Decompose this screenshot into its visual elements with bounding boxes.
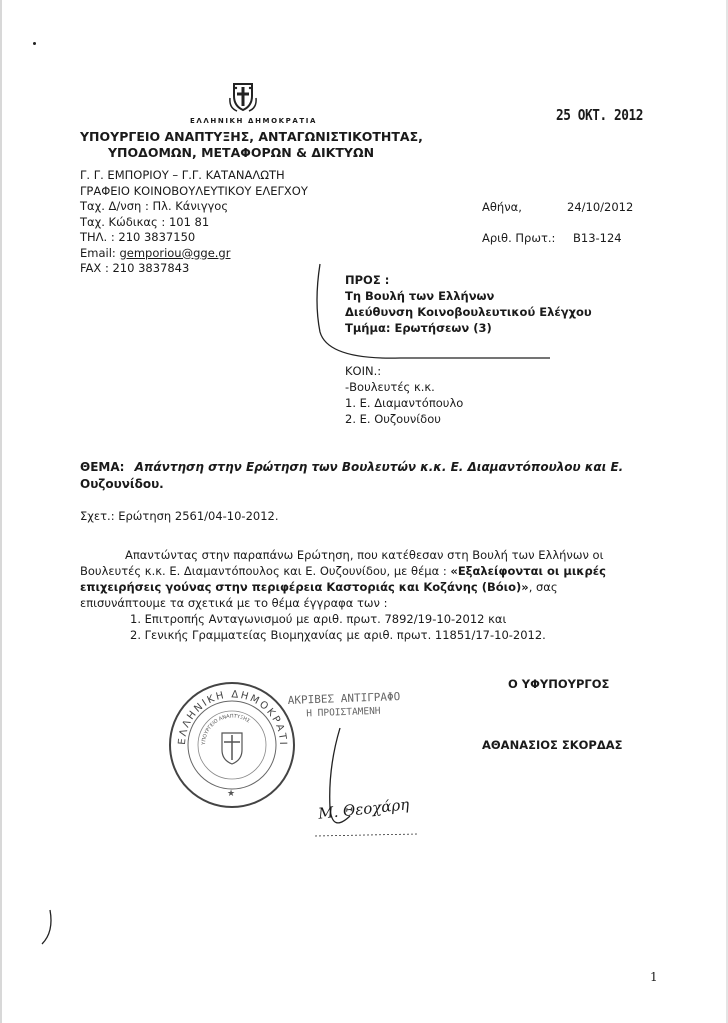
body-line: Απαντώντας στην παραπάνω Ερώτηση, που κατέθεσαν στη Βουλή των Ελλήνων οι: [125, 548, 604, 562]
recipient-line: Τη Βουλή των Ελλήνων: [345, 289, 495, 303]
sender-line: Γ. Γ. ΕΜΠΟΡΙΟΥ – Γ.Γ. ΚΑΤΑΝΑΛΩΤΗ: [80, 168, 285, 182]
cc-heading: ΚΟΙΝ.:: [345, 364, 382, 378]
body-line: επισυνάπτουμε τα σχετικά με το θέμα έγγραφα των :: [80, 596, 388, 610]
recipient-line: Τμήμα: Ερωτήσεων (3): [345, 321, 492, 335]
coat-of-arms-icon: [228, 82, 258, 114]
svg-text:ΥΠΟΥΡΓΕΙΟ ΑΝΑΠΤΥΞΗΣ: [201, 713, 251, 746]
body-line: [80, 579, 660, 595]
protocol-label: Αριθ. Πρωτ.:: [482, 231, 556, 245]
body-text-bold: επιχειρήσεις γούνας στην περιφέρεια Καστοριάς και Κοζάνης (Βόιο)»: [80, 580, 529, 594]
letter-date: 24/10/2012: [567, 200, 634, 214]
cc-line: 1. Ε. Διαμαντόπουλο: [345, 396, 464, 410]
attachment-item: 2. Γενικής Γραμματείας Βιομηχανίας με αριθ. πρωτ. 11851/17-10-2012.: [130, 628, 546, 642]
subject-text: Απάντηση στην Ερώτηση των Βουλευτών κ.κ. Ε. Διαμαντόπουλου και Ε.: [134, 460, 624, 474]
true-copy-line: ΑΚΡΙΒΕΣ ΑΝΤΙΓΡΑΦΟ: [287, 690, 401, 707]
place-label: Αθήνα,: [482, 200, 522, 214]
cc-block: [345, 363, 463, 427]
body-paragraph: [80, 547, 660, 643]
sender-line: Ταχ. Κώδικας : 101 81: [80, 214, 210, 229]
subject-line-1: [80, 459, 660, 476]
body-text-normal: Βουλευτές κ.κ. Ε. Διαμαντόπουλος και Ε. Ουζουνίδου, με θέμα :: [80, 564, 451, 578]
reference-line: Σχετ.: Ερώτηση 2561/04-10-2012.: [80, 509, 279, 523]
ministry-line-2: ΥΠΟΔΟΜΩΝ, ΜΕΤΑΦΟΡΩΝ & ΔΙΚΤΥΩΝ: [108, 145, 375, 160]
recipient-heading: ΠΡΟΣ :: [345, 273, 390, 287]
attachment-item: 1. Επιτροπής Ανταγωνισμού με αριθ. πρωτ. 7892/19-10-2012 και: [130, 612, 507, 626]
sender-line: ΓΡΑΦΕΙΟ ΚΟΙΝΟΒΟΥΛΕΥΤΙΚΟΥ ΕΛΕΓΧΟΥ: [80, 183, 308, 198]
body-line: [80, 563, 660, 579]
recipient-block: [345, 272, 592, 336]
email-line: [80, 246, 380, 262]
email-label: Email:: [80, 245, 120, 260]
protocol-number: B13-124: [573, 231, 622, 245]
head-of-department-line: Η ΠΡΟΙΣΤΑΜΕΝΗ: [306, 705, 381, 720]
page-number: 1: [650, 970, 658, 984]
margin-bracket-mark: [36, 908, 56, 948]
svg-text:★: ★: [227, 789, 236, 799]
email-link[interactable]: gemporiou@gge.gr: [119, 245, 231, 260]
body-text-normal: , σας: [528, 580, 558, 594]
sender-line: ΤΗΛ. : 210 3837150: [80, 230, 196, 244]
signatory-name: ΑΘΑΝΑΣΙΟΣ ΣΚΟΡΔΑΣ: [482, 738, 623, 752]
handwritten-name: Μ. Θεοχάρη: [317, 795, 410, 823]
subject-label: ΘΕΜΑ:: [80, 460, 125, 474]
state-label: ΕΛΛΗΝΙΚΗ ΔΗΜΟΚΡΑΤΙΑ: [190, 117, 318, 125]
cc-line: 2. Ε. Ουζουνίδου: [345, 412, 441, 426]
seal-inner-text: ΥΠΟΥΡΓΕΙΟ ΑΝΑΠΤΥΞΗΣ: [200, 713, 251, 746]
subject-line-2: Ουζουνίδου.: [80, 477, 164, 491]
body-text-bold: «Εξαλείφονται οι μικρές: [450, 564, 606, 578]
handwritten-signature: [270, 708, 440, 848]
sender-block: [80, 168, 380, 277]
ministry-line-1: ΥΠΟΥΡΓΕΙΟ ΑΝΑΠΤΥΞΗΣ, ΑΝΤΑΓΩΝΙΣΤΙΚΟΤΗΤΑΣ,: [80, 129, 423, 144]
signatory-title: Ο ΥΦΥΠΟΥΡΓΟΣ: [508, 677, 610, 691]
received-date-stamp: 25 ΟΚΤ. 2012: [556, 106, 644, 124]
subject-block: [80, 459, 660, 493]
fax-line: FAX : 210 3837843: [80, 261, 190, 275]
sender-line: Ταχ. Δ/νση : Πλ. Κάνιγγος: [80, 199, 229, 213]
scan-dot: [33, 42, 36, 45]
cc-line: -Βουλευτές κ.κ.: [345, 380, 435, 394]
recipient-line: Διεύθυνση Κοινοβουλευτικού Ελέγχου: [345, 305, 592, 319]
seal-text: ΕΛΛΗΝΙΚΗ ΔΗΜΟΚΡΑΤΙ: [176, 689, 289, 747]
